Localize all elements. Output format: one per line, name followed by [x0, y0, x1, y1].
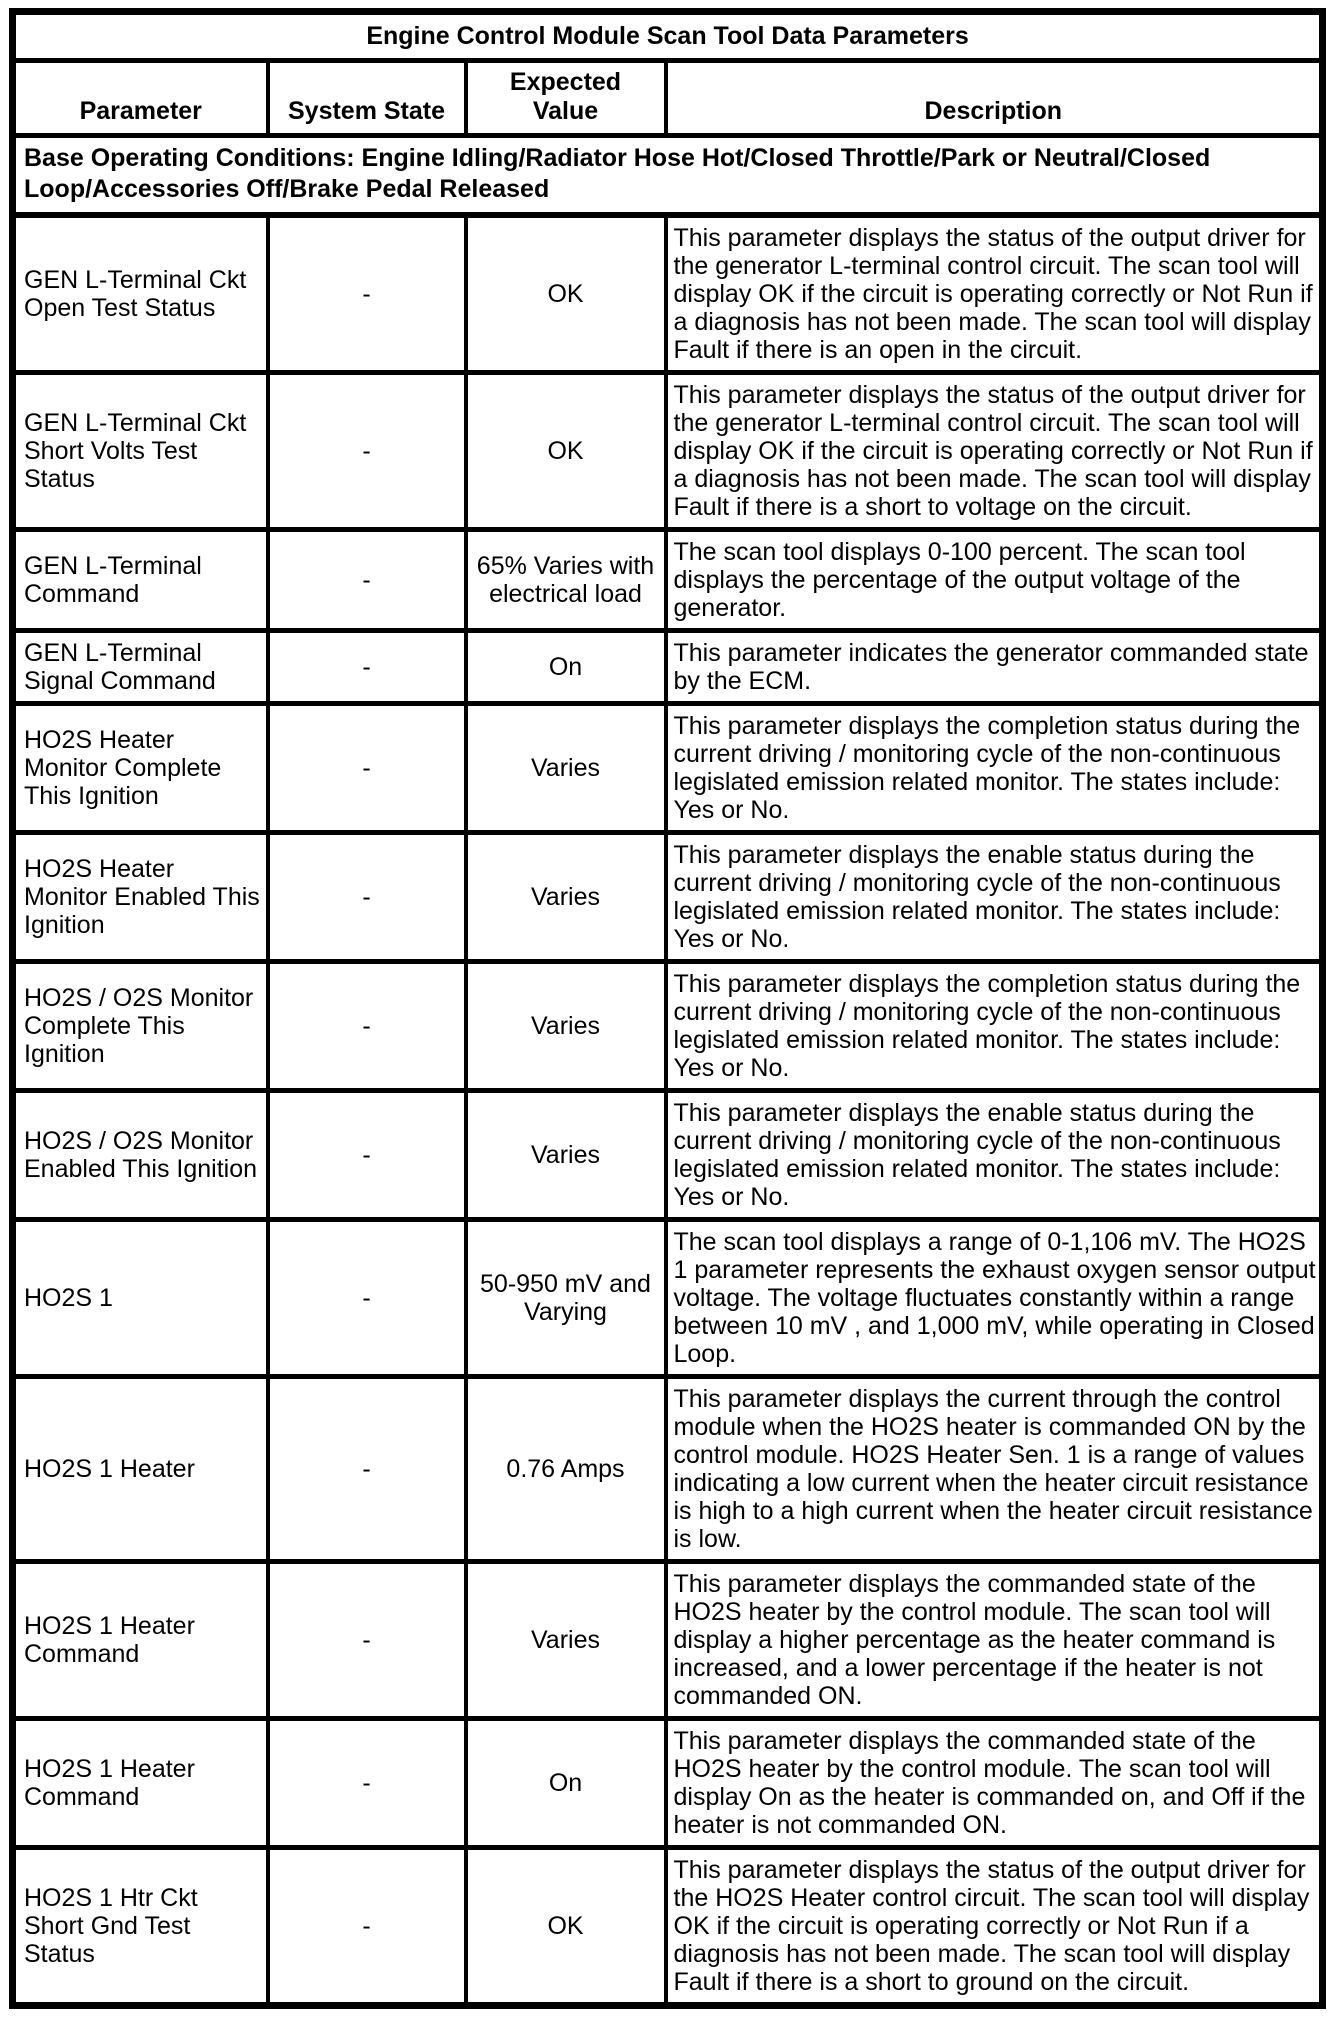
title-row: [13, 12, 1323, 61]
table-row: [13, 1091, 1323, 1220]
table-body: [13, 12, 1323, 2006]
cell-parameter: HO2S / O2S Monitor Enabled This Ignition: [13, 1091, 268, 1220]
column-header-system-state-label: System State: [287, 96, 446, 125]
table-row: [13, 373, 1323, 530]
cell-system-state: -: [268, 530, 466, 631]
column-header-description: [666, 61, 1323, 136]
cell-expected-value: OK: [466, 1848, 666, 2006]
cell-system-state: -: [268, 1220, 466, 1377]
cell-system-state: -: [268, 1719, 466, 1848]
cell-expected-value: Varies: [466, 962, 666, 1091]
cell-expected-value: Varies: [466, 1091, 666, 1220]
section-header-base-operating-conditions: Base Operating Conditions: Engine Idling/Radiator Hose Hot/Closed Throttle/Park or Neutral/Closed Loop/Accessories Off/Brake Pedal Released: [13, 135, 1323, 215]
cell-description: This parameter displays the current through the control module when the HO2S heater is commanded ON by the control module. HO2S Heater Sen. 1 is a range of values indicating a low current when the heater circuit resistance is high to a high current when the heater circuit resistance is low.: [666, 1377, 1323, 1562]
cell-description: This parameter displays the commanded state of the HO2S heater by the control module. The scan tool will display On as the heater is commanded on, and Off if the heater is not commanded ON.: [666, 1719, 1323, 1848]
cell-parameter: HO2S 1 Heater: [13, 1377, 268, 1562]
cell-expected-value: On: [466, 1719, 666, 1848]
cell-system-state: -: [268, 833, 466, 962]
table-row: [13, 962, 1323, 1091]
cell-system-state: -: [268, 1377, 466, 1562]
cell-expected-value: OK: [466, 215, 666, 373]
column-header-parameter: [13, 61, 268, 136]
cell-parameter: HO2S 1 Htr Ckt Short Gnd Test Status: [13, 1848, 268, 2006]
table-row: [13, 1562, 1323, 1719]
table-row: [13, 215, 1323, 373]
cell-description: This parameter displays the status of the output driver for the generator L-terminal control circuit. The scan tool will display OK if the circuit is operating correctly or Not Run if a diagnosis has not been made. The scan tool will display Fault if there is an open in the circuit.: [666, 215, 1323, 373]
cell-description: This parameter displays the completion status during the current driving / monitoring cycle of the non-continuous legislated emission related monitor. The states include: Yes or No.: [666, 704, 1323, 833]
table-row: [13, 1719, 1323, 1848]
scan-tool-data-table: [9, 8, 1326, 2009]
cell-parameter: HO2S 1 Heater Command: [13, 1719, 268, 1848]
cell-parameter: GEN L-Terminal Signal Command: [13, 631, 268, 704]
cell-parameter: HO2S Heater Monitor Complete This Ignition: [13, 704, 268, 833]
cell-parameter: HO2S 1: [13, 1220, 268, 1377]
cell-parameter: HO2S 1 Heater Command: [13, 1562, 268, 1719]
table-row: [13, 631, 1323, 704]
section-header-row: [13, 135, 1323, 215]
cell-expected-value: 0.76 Amps: [466, 1377, 666, 1562]
table-title: Engine Control Module Scan Tool Data Parameters: [13, 12, 1323, 61]
cell-parameter: HO2S Heater Monitor Enabled This Ignition: [13, 833, 268, 962]
column-header-parameter-label: Parameter: [79, 96, 202, 125]
cell-description: The scan tool displays a range of 0-1,106 mV. The HO2S 1 parameter represents the exhaust oxygen sensor output voltage. The voltage fluctuates constantly within a range between 10 mV , and 1,000 mV, while operating in Closed Loop.: [666, 1220, 1323, 1377]
cell-description: The scan tool displays 0-100 percent. The scan tool displays the percentage of the output voltage of the generator.: [666, 530, 1323, 631]
table-row: [13, 704, 1323, 833]
cell-system-state: -: [268, 215, 466, 373]
column-header-system-state: [268, 61, 466, 136]
cell-system-state: -: [268, 1848, 466, 2006]
cell-description: This parameter indicates the generator commanded state by the ECM.: [666, 631, 1323, 704]
table-row: [13, 530, 1323, 631]
column-header-expected-value-label: Expected Value: [509, 68, 622, 125]
cell-description: This parameter displays the status of the output driver for the generator L-terminal control circuit. The scan tool will display OK if the circuit is operating correctly or Not Run if a diagnosis has not been made. The scan tool will display Fault if there is a short to voltage on the circuit.: [666, 373, 1323, 530]
cell-system-state: -: [268, 962, 466, 1091]
cell-parameter: HO2S / O2S Monitor Complete This Ignition: [13, 962, 268, 1091]
cell-parameter: GEN L-Terminal Ckt Open Test Status: [13, 215, 268, 373]
column-header-expected-value: [466, 61, 666, 136]
column-header-row: [13, 61, 1323, 136]
cell-system-state: -: [268, 704, 466, 833]
cell-expected-value: 65% Varies with electrical load: [466, 530, 666, 631]
cell-expected-value: On: [466, 631, 666, 704]
cell-description: This parameter displays the enable status during the current driving / monitoring cycle of the non-continuous legislated emission related monitor. The states include: Yes or No.: [666, 833, 1323, 962]
cell-expected-value: Varies: [466, 704, 666, 833]
cell-description: This parameter displays the commanded state of the HO2S heater by the control module. The scan tool will display a higher percentage as the heater command is increased, and a lower percentage if the heater is not commanded ON.: [666, 1562, 1323, 1719]
cell-system-state: -: [268, 373, 466, 530]
cell-description: This parameter displays the completion status during the current driving / monitoring cycle of the non-continuous legislated emission related monitor. The states include: Yes or No.: [666, 962, 1323, 1091]
cell-parameter: GEN L-Terminal Ckt Short Volts Test Status: [13, 373, 268, 530]
table-row: [13, 833, 1323, 962]
cell-system-state: -: [268, 631, 466, 704]
cell-parameter: GEN L-Terminal Command: [13, 530, 268, 631]
column-header-description-label: Description: [924, 96, 1063, 125]
cell-expected-value: Varies: [466, 1562, 666, 1719]
cell-expected-value: 50-950 mV and Varying: [466, 1220, 666, 1377]
table-row: [13, 1220, 1323, 1377]
cell-description: This parameter displays the status of the output driver for the HO2S Heater control circuit. The scan tool will display OK if the circuit is operating correctly or Not Run if a diagnosis has not been made. The scan tool will display Fault if there is a short to ground on the circuit.: [666, 1848, 1323, 2006]
cell-system-state: -: [268, 1091, 466, 1220]
cell-description: This parameter displays the enable status during the current driving / monitoring cycle of the non-continuous legislated emission related monitor. The states include: Yes or No.: [666, 1091, 1323, 1220]
table-row: [13, 1377, 1323, 1562]
cell-expected-value: Varies: [466, 833, 666, 962]
cell-expected-value: OK: [466, 373, 666, 530]
cell-system-state: -: [268, 1562, 466, 1719]
